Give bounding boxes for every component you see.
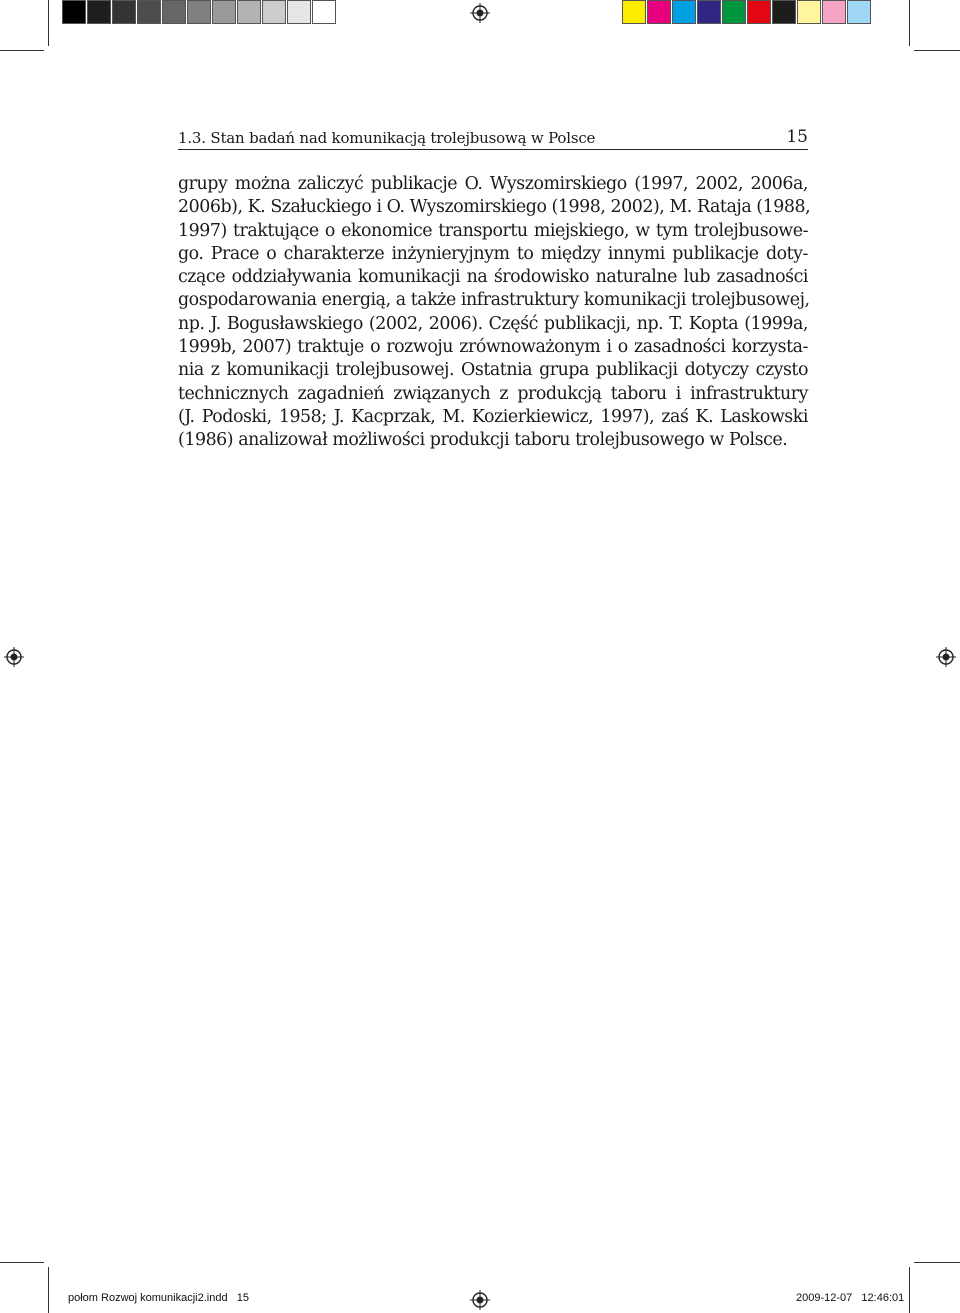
- text-line: grupy można zaliczyć publikacje O. Wyszomirskiego (1997, 2002, 2006a,: [178, 174, 808, 194]
- gray-swatch: [87, 0, 111, 24]
- registration-mark-icon: [936, 647, 956, 667]
- color-swatch: [847, 0, 871, 24]
- crop-mark-top-left-v: [48, 0, 49, 46]
- text-line: technicznych zagadnień związanych z produkcją taboru i infrastruktury: [178, 383, 808, 404]
- body-paragraph: [178, 173, 811, 453]
- running-header: [178, 127, 808, 150]
- gray-swatch: [262, 0, 286, 24]
- registration-mark-icon: [470, 3, 490, 23]
- page-number: 15: [786, 127, 808, 147]
- crop-mark-top-right-h: [914, 50, 960, 51]
- text-line: nia z komunikacji trolejbusowej. Ostatnia grupa publikacji dotyczy czysto: [178, 360, 808, 381]
- color-swatch: [797, 0, 821, 24]
- color-swatch: [722, 0, 746, 24]
- crop-mark-top-right-v: [909, 0, 910, 46]
- section-title: 1.3. Stan badań nad komunikacją trolejbusową w Polsce: [178, 129, 596, 147]
- text-line: np. J. Bogusławskiego (2002, 2006). Część publikacji, np. T. Kopta (1999a,: [178, 313, 808, 334]
- grayscale-color-bar: [62, 0, 337, 26]
- text-line: 1999b, 2007) traktuje o rozwoju zrównoważonym i o zasadności korzysta-: [178, 337, 808, 358]
- text-line: 2006b), K. Szałuckiego i O. Wyszomirskiego (1998, 2002), M. Rataja (1988,: [178, 197, 811, 218]
- gray-swatch: [212, 0, 236, 24]
- color-swatch: [822, 0, 846, 24]
- color-swatch: [697, 0, 721, 24]
- gray-swatch: [62, 0, 86, 24]
- gray-swatch: [112, 0, 136, 24]
- text-line: go. Prace o charakterze inżynieryjnym to między innymi publikacje doty-: [178, 243, 808, 264]
- crop-mark-bottom-left-v: [48, 1267, 49, 1313]
- gray-swatch: [137, 0, 161, 24]
- text-line: (J. Podoski, 1958; J. Kacprzak, M. Kozierkiewicz, 1997), zaś K. Laskowski: [178, 406, 808, 427]
- gray-swatch: [312, 0, 336, 24]
- text-line: gospodarowania energią, a także infrastruktury komunikacji trolejbusowej,: [178, 290, 810, 311]
- process-color-bar: [622, 0, 872, 26]
- color-swatch: [647, 0, 671, 24]
- registration-mark-icon: [470, 1290, 490, 1310]
- footer-timestamp: 2009-12-07 12:46:01: [796, 1292, 905, 1304]
- color-swatch: [622, 0, 646, 24]
- color-swatch: [672, 0, 696, 24]
- gray-swatch: [187, 0, 211, 24]
- registration-mark-icon: [4, 647, 24, 667]
- crop-mark-bottom-right-v: [909, 1267, 910, 1313]
- footer-file-info: połom Rozwoj komunikacji2.indd 15: [68, 1292, 249, 1304]
- color-swatch: [747, 0, 771, 24]
- crop-mark-bottom-left-h: [0, 1262, 44, 1263]
- text-line: 1997) traktujące o ekonomice transportu miejskiego, w tym trolejbusowe-: [178, 220, 808, 241]
- crop-mark-bottom-right-h: [914, 1262, 960, 1263]
- text-line: (1986) analizował możliwości produkcji taboru trolejbusowego w Polsce.: [178, 430, 788, 451]
- gray-swatch: [162, 0, 186, 24]
- text-line: czące oddziaływania komunikacji na środowisko naturalne lub zasadności: [178, 267, 808, 288]
- crop-mark-top-left-h: [0, 50, 44, 51]
- gray-swatch: [237, 0, 261, 24]
- color-swatch: [772, 0, 796, 24]
- gray-swatch: [287, 0, 311, 24]
